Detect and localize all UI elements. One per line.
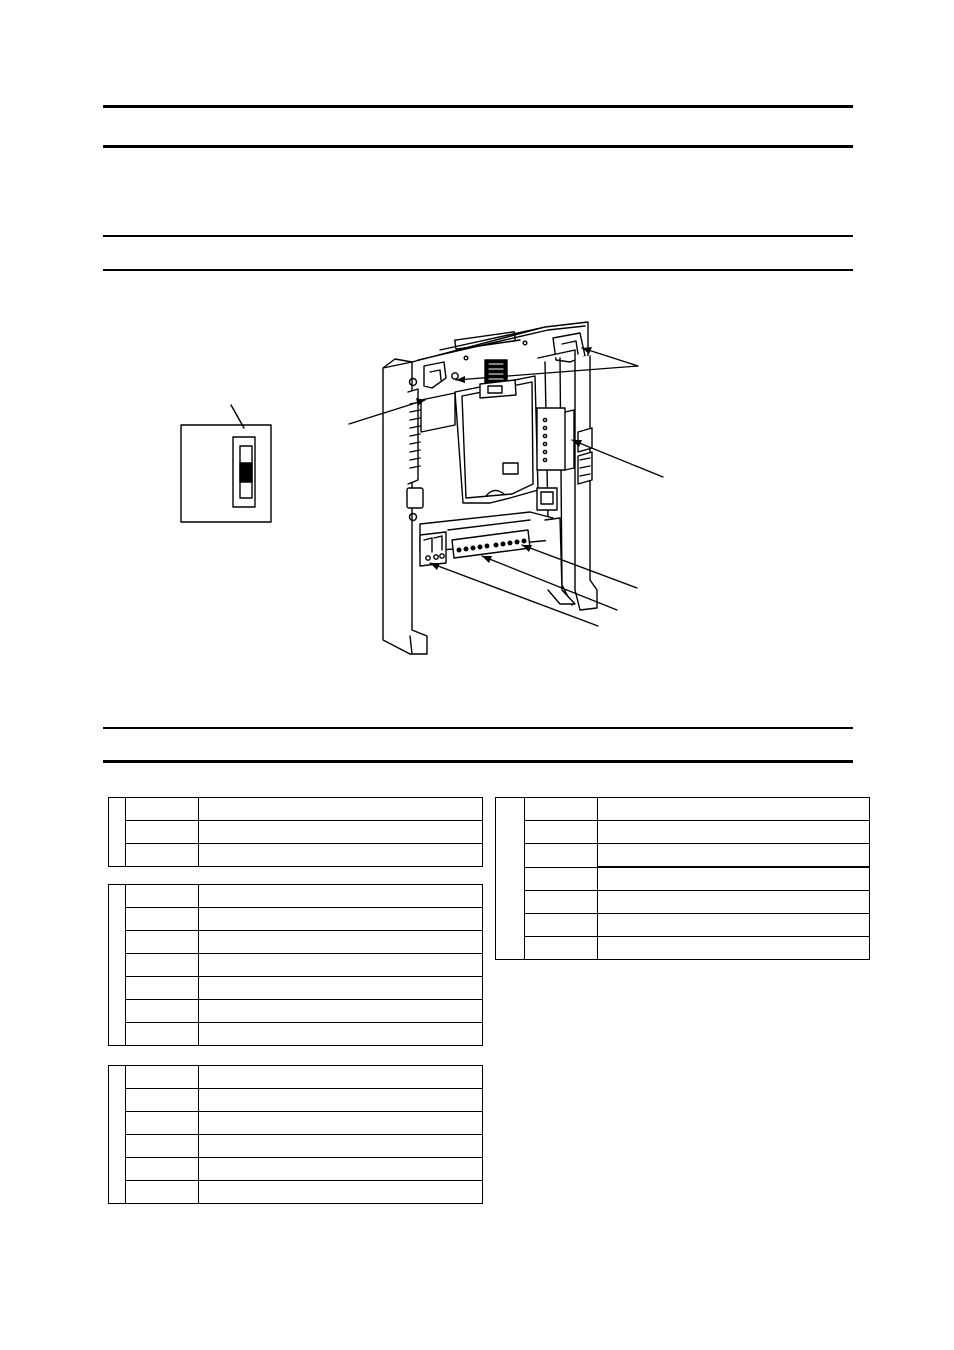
key-cell <box>525 914 598 937</box>
value-cell <box>199 1112 483 1135</box>
value-cell <box>199 1023 483 1046</box>
value-cell <box>199 1000 483 1023</box>
key-cell <box>126 1023 199 1046</box>
table-row <box>109 798 483 821</box>
group-cell <box>109 1066 126 1204</box>
key-cell <box>126 908 199 931</box>
key-cell <box>126 1089 199 1112</box>
table-row <box>496 914 870 937</box>
table-row <box>109 931 483 954</box>
table-row <box>109 1023 483 1046</box>
table-3 <box>108 1065 483 1204</box>
key-cell <box>126 1135 199 1158</box>
key-cell <box>126 844 199 867</box>
table-row <box>109 1181 483 1204</box>
table-row <box>109 908 483 931</box>
key-cell <box>525 798 598 821</box>
key-cell <box>126 798 199 821</box>
value-cell <box>199 1181 483 1204</box>
key-cell <box>126 1000 199 1023</box>
key-cell <box>525 937 598 960</box>
table-2 <box>108 884 483 1046</box>
value-cell <box>598 937 870 960</box>
key-cell <box>126 821 199 844</box>
table-row <box>496 798 870 821</box>
table-row <box>109 1066 483 1089</box>
table-row <box>496 937 870 960</box>
section-2-rule-top <box>103 727 853 729</box>
value-cell <box>598 798 870 821</box>
key-cell <box>525 867 598 891</box>
value-cell <box>199 821 483 844</box>
key-cell <box>126 885 199 908</box>
value-cell <box>199 954 483 977</box>
value-cell <box>598 891 870 914</box>
key-cell <box>126 931 199 954</box>
table-row <box>109 821 483 844</box>
value-cell <box>199 1089 483 1112</box>
key-cell <box>126 1112 199 1135</box>
dip-switch-icon <box>181 405 271 522</box>
table-row <box>109 1112 483 1135</box>
value-cell <box>199 1158 483 1181</box>
value-cell <box>199 844 483 867</box>
value-cell <box>199 1135 483 1158</box>
key-cell <box>126 1181 199 1204</box>
table-row <box>109 1000 483 1023</box>
key-cell <box>525 891 598 914</box>
table-row <box>109 1135 483 1158</box>
value-cell <box>199 798 483 821</box>
value-cell <box>199 908 483 931</box>
value-cell <box>199 885 483 908</box>
table-row <box>109 1089 483 1112</box>
key-cell <box>126 954 199 977</box>
value-cell <box>598 821 870 844</box>
key-cell <box>525 844 598 868</box>
table-row <box>496 821 870 844</box>
table-row <box>109 1158 483 1181</box>
group-cell <box>109 798 126 867</box>
key-cell <box>126 977 199 1000</box>
key-cell <box>126 1158 199 1181</box>
value-cell <box>598 844 870 868</box>
section-2-rule-bottom <box>103 760 853 763</box>
group-cell <box>496 798 525 960</box>
value-cell <box>598 914 870 937</box>
key-cell <box>525 821 598 844</box>
table-row <box>496 867 870 891</box>
table-4 <box>495 797 870 960</box>
value-cell <box>199 931 483 954</box>
group-cell <box>109 885 126 1046</box>
value-cell <box>598 867 870 891</box>
table-row <box>109 977 483 1000</box>
table-row <box>109 885 483 908</box>
table-1 <box>108 797 483 867</box>
value-cell <box>199 1066 483 1089</box>
table-row <box>109 844 483 867</box>
value-cell <box>199 977 483 1000</box>
table-row <box>496 891 870 914</box>
table-row <box>109 954 483 977</box>
table-row <box>496 844 870 868</box>
key-cell <box>126 1066 199 1089</box>
